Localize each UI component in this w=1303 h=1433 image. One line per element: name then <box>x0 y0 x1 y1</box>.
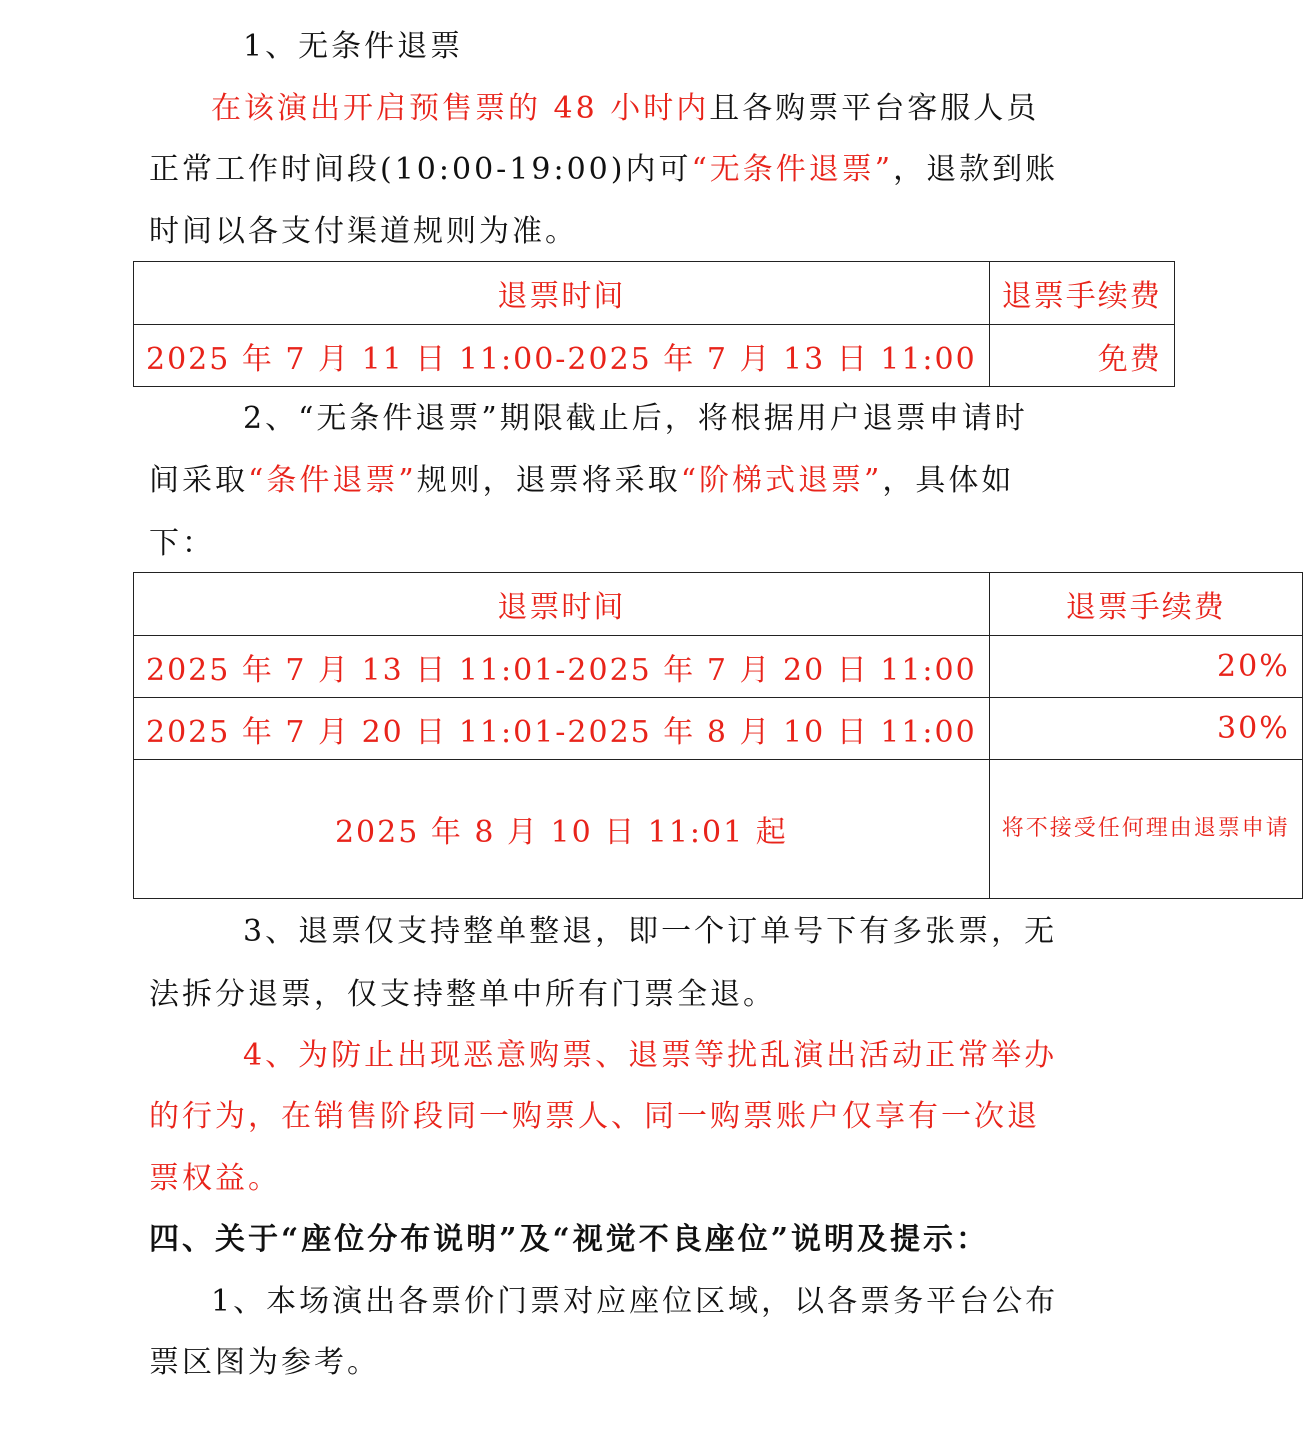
section1-heading: 1、无条件退票 <box>243 29 464 64</box>
table-row <box>134 325 1175 387</box>
seating-p1-line2: 票区图为参考。 <box>149 1345 380 1380</box>
conditional-refund-text: “条件退票” <box>248 463 417 498</box>
section4-line3: 票权益。 <box>149 1161 281 1196</box>
refund-time-cell: 2025 年 7 月 20 日 11:01-2025 年 8 月 10 日 11:00 <box>134 698 990 760</box>
seating-p1-line1: 1、本场演出各票价门票对应座位区域，以各票务平台公布 <box>211 1284 1059 1319</box>
section2-line2-b: 规则，退票将采取 <box>416 463 681 498</box>
no-refund-note-cell: 将不接受任何理由退票申请 <box>989 760 1302 899</box>
refund-table-1 <box>133 261 1175 387</box>
section1-line1-rest: 且各购票平台客服人员 <box>709 91 1040 126</box>
section2-line2 <box>149 461 1014 501</box>
refund-time-cell: 2025 年 8 月 10 日 11:01 起 <box>134 760 990 899</box>
refund-fee-cell: 20% <box>989 636 1302 698</box>
refund-fee-cell: 30% <box>989 698 1302 760</box>
section2-line3: 下： <box>149 526 215 561</box>
unconditional-refund-text: “无条件退票” <box>691 152 894 187</box>
table-header-row <box>134 262 1175 325</box>
header-refund-time: 退票时间 <box>134 573 990 636</box>
section2-line2-a: 间采取 <box>149 463 248 498</box>
section3-line2: 法拆分退票，仅支持整单中所有门票全退。 <box>149 977 776 1012</box>
section1-line1 <box>211 89 1039 129</box>
tiered-refund-text: “阶梯式退票” <box>680 463 883 498</box>
seating-section-heading: 四、关于“座位分布说明”及“视觉不良座位”说明及提示： <box>149 1222 990 1257</box>
section4-line2: 的行为，在销售阶段同一购票人、同一购票账户仅享有一次退 <box>149 1099 1040 1134</box>
presale-48h-text: 在该演出开启预售票的 48 小时内 <box>211 91 710 126</box>
table-row <box>134 760 1303 899</box>
refund-time-cell: 2025 年 7 月 13 日 11:01-2025 年 7 月 20 日 11:00 <box>134 636 990 698</box>
section1-line2-a: 正常工作时间段(10:00-19:00)内可 <box>149 152 692 187</box>
refund-fee-cell: 免费 <box>989 325 1174 387</box>
section4-line1: 4、为防止出现恶意购票、退票等扰乱演出活动正常举办 <box>243 1038 1058 1073</box>
refund-time-cell: 2025 年 7 月 11 日 11:00-2025 年 7 月 13 日 11:00 <box>134 325 990 387</box>
header-refund-time: 退票时间 <box>134 262 990 325</box>
header-refund-fee: 退票手续费 <box>989 262 1174 325</box>
section2-line2-c: ，具体如 <box>882 463 1015 498</box>
section2-line1: 2、“无条件退票”期限截止后，将根据用户退票申请时 <box>243 401 1028 436</box>
section1-line2 <box>149 150 1058 190</box>
table-row <box>134 698 1303 760</box>
section1-line3: 时间以各支付渠道规则为准。 <box>149 214 578 249</box>
table-row <box>134 636 1303 698</box>
section3-line1: 3、退票仅支持整单整退，即一个订单号下有多张票，无 <box>243 914 1058 949</box>
refund-table-2 <box>133 572 1303 899</box>
header-refund-fee: 退票手续费 <box>989 573 1302 636</box>
table-header-row <box>134 573 1303 636</box>
section1-line2-b: ，退款到账 <box>893 152 1059 187</box>
